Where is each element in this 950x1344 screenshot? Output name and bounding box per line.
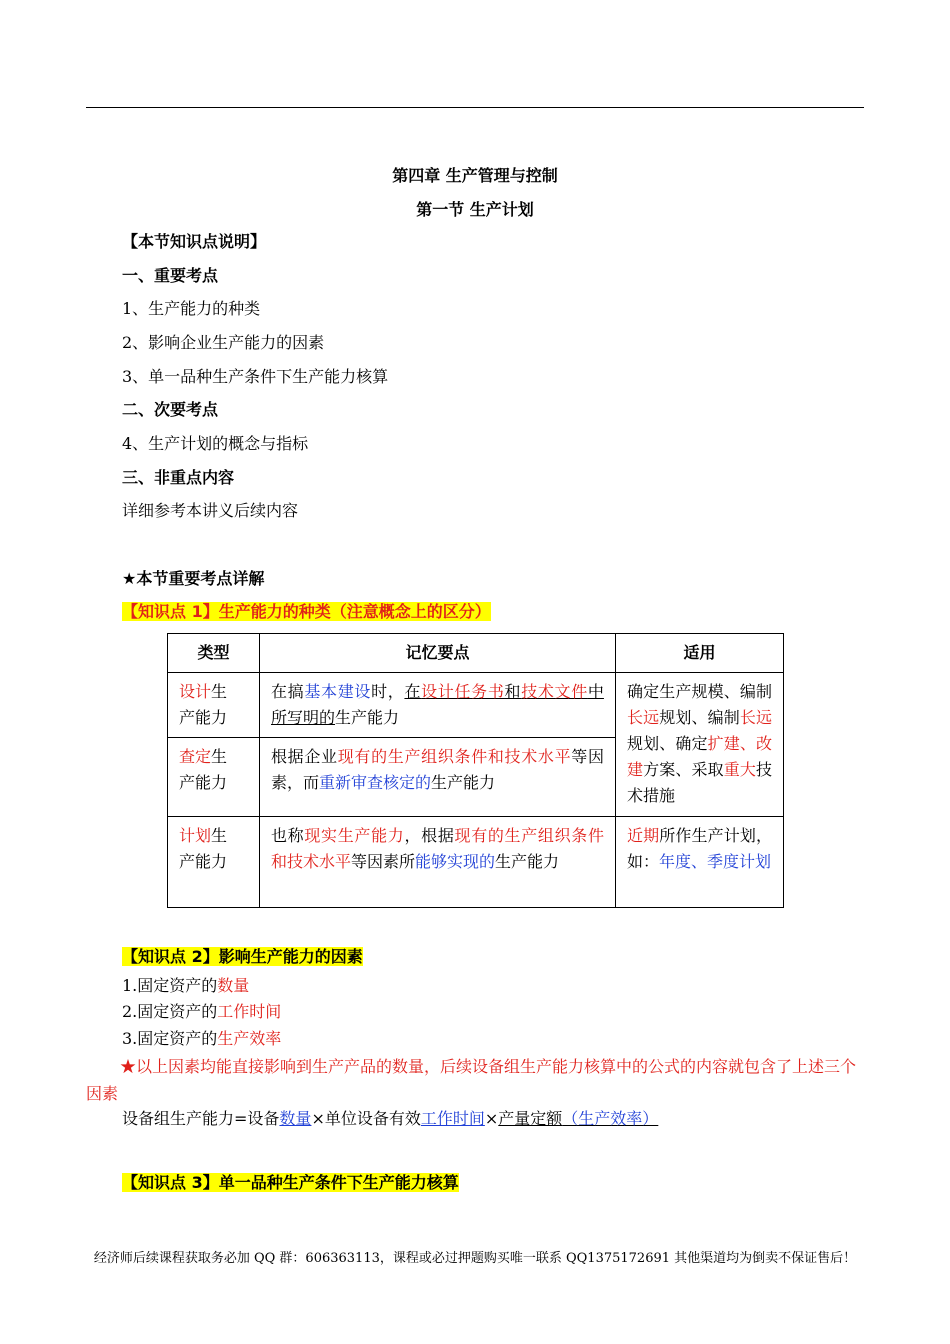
table-row (168, 817, 784, 908)
kp2-title (122, 946, 363, 968)
section-title: 第一节 生产计划 (416, 200, 534, 219)
header-rule (86, 107, 864, 108)
important-item: 3、单一品种生产条件下生产能力核算 (122, 367, 389, 386)
points-cell: 在搞基本建设时，在设计任务书和技术文件中所写明的生产能力 (260, 673, 616, 738)
capacity-formula: 设备组生产能力=设备数量×单位设备有效工作时间×产量定额（生产效率） (122, 1109, 659, 1128)
type-cell: 查定生 产能力 (168, 738, 260, 817)
kp2-item: 3.固定资产的生产效率 (122, 1029, 282, 1048)
important-item: 2、影响企业生产能力的因素 (122, 333, 325, 352)
points-cell: 也称现实生产能力，根据现有的生产组织条件和技术水平等因素所能够实现的生产能力 (260, 817, 616, 908)
secondary-heading: 二、次要考点 (122, 400, 219, 419)
table-header-row (168, 634, 784, 673)
detail-heading: ★本节重要考点详解 (122, 569, 265, 588)
points-cell: 根据企业现有的生产组织条件和技术水平等因素，而重新审查核定的生产能力 (260, 738, 616, 817)
header-points: 记忆要点 (260, 634, 616, 673)
apply-cell: 近期所作生产计划，如：年度、季度计划 (616, 817, 784, 908)
secondary-item: 4、生产计划的概念与指标 (122, 434, 309, 453)
apply-cell: 确定生产规模、编制长远规划、编制长远规划、确定扩建、改建方案、采取重大技术措施 (616, 673, 784, 817)
kp2-item: 2.固定资产的工作时间 (122, 1002, 282, 1021)
kp1-title (122, 601, 491, 623)
kp3-title-text: 【知识点 3】单一品种生产条件下生产能力核算 (122, 1173, 459, 1192)
footer-notice: 经济师后续课程获取务必加 QQ 群：606363113，课程或必过押题购买唯一联系 QQ1375172691 其他渠道均为倒卖不保证售后！ (93, 1251, 857, 1266)
non-key-heading: 三、非重点内容 (122, 468, 235, 487)
chapter-title: 第四章 生产管理与控制 (392, 166, 558, 185)
important-heading: 一、重要考点 (122, 266, 219, 285)
non-key-text: 详细参考本讲义后续内容 (122, 501, 299, 520)
type-cell: 设计生 产能力 (168, 673, 260, 738)
kp1-title-text: 【知识点 1】生产能力的种类（注意概念上的区分） (122, 602, 491, 621)
kp2-title-text: 【知识点 2】影响生产能力的因素 (122, 947, 363, 966)
type-cell: 计划生 产能力 (168, 817, 260, 908)
kp3-title (122, 1172, 459, 1194)
kp2-note: ★以上因素均能直接影响到生产产品的数量，后续设备组生产能力核算中的公式的内容就包含了上述三个因素 (86, 1057, 857, 1103)
kp2-item: 1.固定资产的数量 (122, 976, 250, 995)
header-apply: 适用 (616, 634, 784, 673)
important-item: 1、生产能力的种类 (122, 299, 261, 318)
capacity-types-table (167, 633, 784, 908)
header-type: 类型 (168, 634, 260, 673)
knowledge-intro-heading: 【本节知识点说明】 (122, 232, 267, 251)
table-row (168, 673, 784, 738)
